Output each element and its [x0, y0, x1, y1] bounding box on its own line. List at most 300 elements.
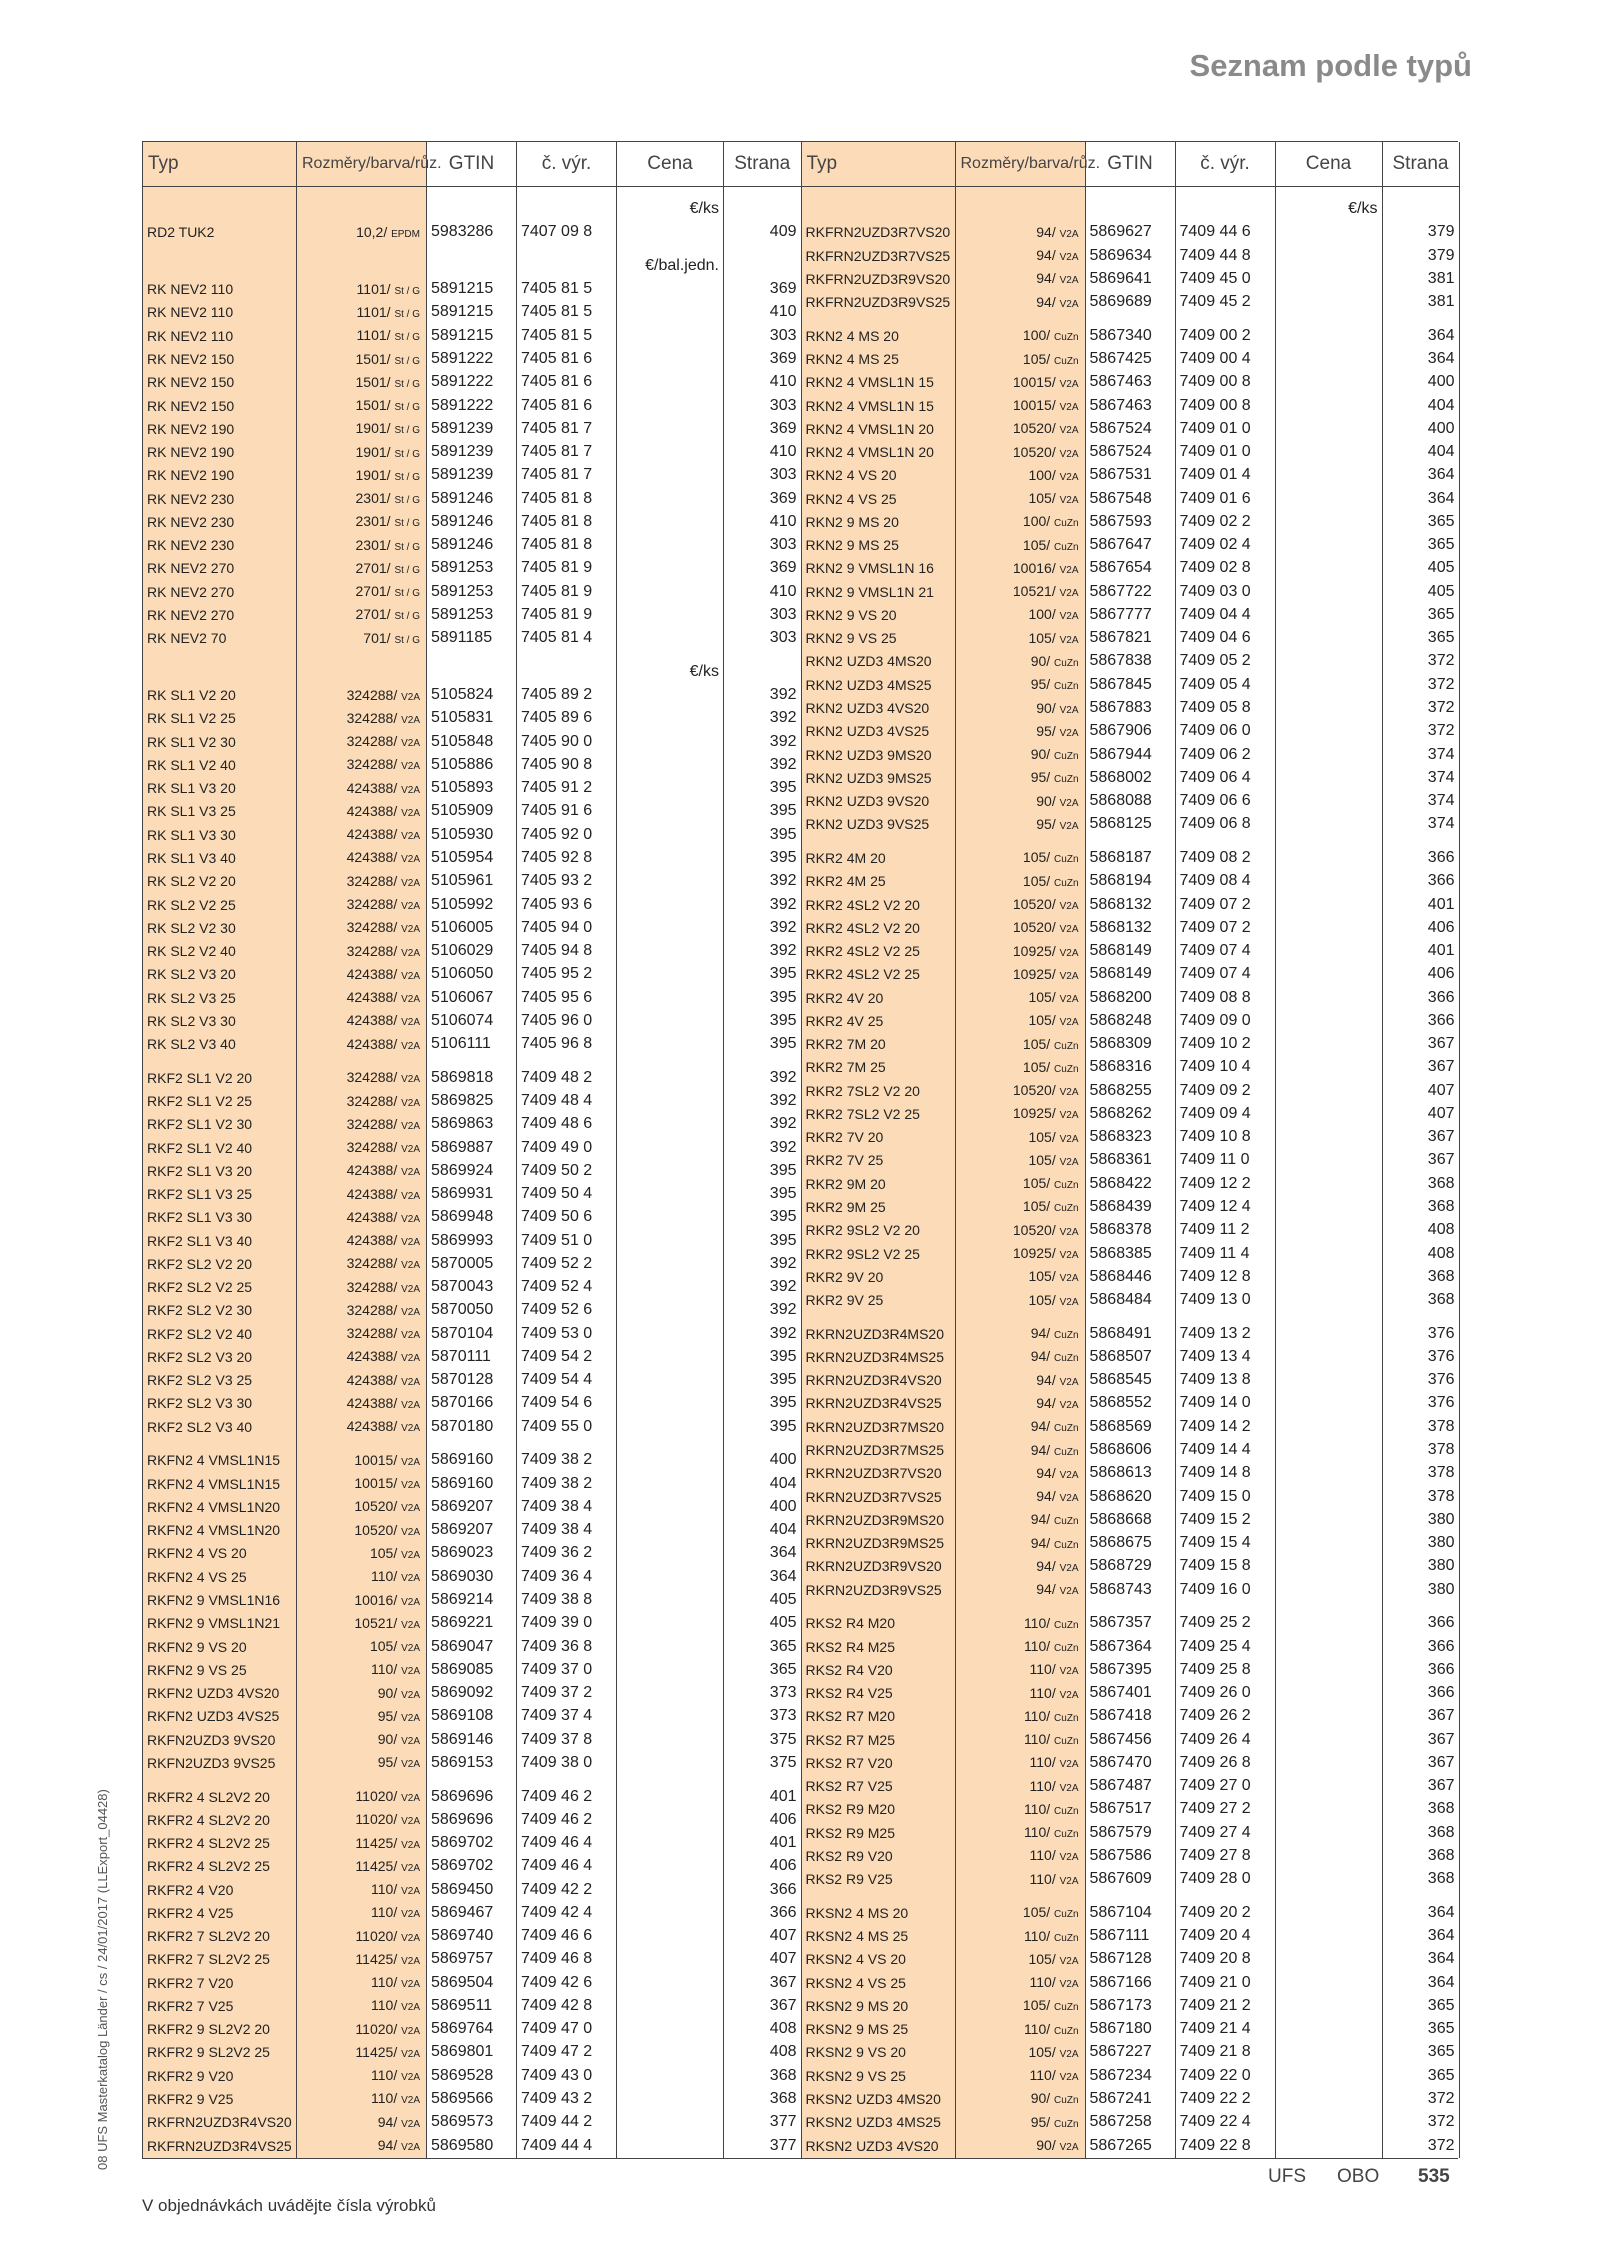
col-header-page: Strana: [1382, 142, 1459, 187]
product-dimension: 424388/ V2A: [297, 823, 427, 846]
material-code: V2A: [401, 1666, 420, 1678]
catalog-page: 364: [769, 1544, 797, 1562]
item-number: 7409 04 6: [1175, 627, 1275, 650]
product-dimension: 94/ V2A: [955, 221, 1085, 244]
dimension-value: 324288: [346, 686, 394, 703]
product-dimension: 110/ V2A: [955, 2064, 1085, 2087]
product-type: RKSN2 9 VS 25: [801, 2064, 955, 2087]
dimension-value: 105: [1028, 629, 1052, 646]
price-unit: [617, 846, 724, 869]
material-code: V2A: [1059, 1852, 1079, 1864]
table-row: [801, 1265, 1459, 1288]
product-dimension: 95/ CuZn: [955, 2111, 1085, 2134]
material-code: V2A: [401, 1283, 420, 1295]
item-number: 7405 81 6: [517, 347, 617, 370]
table-row: [143, 1449, 801, 1472]
dimension-value: 94: [1030, 1325, 1047, 1342]
material-code: V2A: [401, 1689, 420, 1701]
catalog-page: 405: [1427, 582, 1455, 600]
table-row: [801, 1312, 1459, 1322]
material-code: V2A: [1059, 1250, 1079, 1261]
table-row: [801, 1102, 1459, 1125]
item-number: 7405 93 6: [517, 893, 617, 916]
gtin-value: 5106005: [427, 916, 517, 939]
gtin-value: 5867357: [1085, 1612, 1175, 1635]
material-code: CuZn: [1054, 1643, 1079, 1655]
item-number: 7409 43 0: [517, 2064, 617, 2087]
material-code: CuZn: [1054, 518, 1079, 530]
product-dimension: 95/ V2A: [297, 1751, 427, 1774]
price-unit: [1275, 1798, 1382, 1821]
catalog-page: 407: [769, 1927, 797, 1945]
product-type: RKRN2UZD3R4VS25: [801, 1392, 955, 1415]
price-unit: [617, 1392, 724, 1415]
gtin-value: 5867586: [1085, 1844, 1175, 1867]
empty-cell: [1085, 1312, 1175, 1322]
empty-cell: [801, 187, 955, 198]
table-row: [801, 1219, 1459, 1242]
item-number: 7405 81 5: [517, 278, 617, 301]
empty-cell: [297, 197, 427, 220]
product-dimension: 95/ V2A: [297, 1705, 427, 1728]
dimension-value: 94: [1036, 270, 1052, 287]
product-dimension: 94/ CuZn: [955, 1415, 1085, 1438]
dimension-value: 10521: [1012, 583, 1052, 600]
price-unit: [617, 1066, 724, 1089]
gtin-value: 5869573: [427, 2111, 517, 2134]
dimension-value: 424388: [346, 1394, 394, 1411]
dimension-value: 424388: [346, 989, 394, 1006]
catalog-page: 364: [1427, 326, 1455, 344]
table-row: [143, 487, 801, 510]
gtin-value: 5105961: [427, 870, 517, 893]
product-dimension: 424388/ V2A: [297, 777, 427, 800]
product-dimension: 324288/ V2A: [297, 730, 427, 753]
product-type: RKFRN2UZD3R4VS20: [143, 2111, 297, 2134]
product-dimension: 94/ CuZn: [955, 1508, 1085, 1531]
product-type: RK SL1 V3 25: [143, 800, 297, 823]
catalog-page: 376: [1427, 1371, 1455, 1389]
catalog-page: 365: [1427, 536, 1455, 554]
catalog-page: 375: [769, 1730, 797, 1748]
price-unit: [1275, 1681, 1382, 1704]
product-dimension: 94/ V2A: [955, 1462, 1085, 1485]
table-row: [143, 324, 801, 347]
item-number: 7409 37 0: [517, 1658, 617, 1681]
catalog-page: 392: [769, 755, 797, 773]
product-type: RKR2 7V 20: [801, 1126, 955, 1149]
product-type: RKF2 SL2 V3 30: [143, 1392, 297, 1415]
item-number: 7409 38 0: [517, 1751, 617, 1774]
product-type: RKFR2 9 V25: [143, 2087, 297, 2110]
gtin-value: 5869757: [427, 1948, 517, 1971]
product-dimension: 110/ V2A: [955, 1681, 1085, 1704]
material-code: V2A: [1059, 1875, 1079, 1887]
dimension-value: 424388: [346, 1348, 394, 1365]
table-row: [801, 2111, 1459, 2134]
product-type: RKN2 UZD3 9MS20: [801, 743, 955, 766]
item-number: 7405 95 2: [517, 963, 617, 986]
item-number: 7409 14 2: [1175, 1415, 1275, 1438]
product-type: RKSN2 UZD3 4MS25: [801, 2111, 955, 2134]
material-code: V2A: [1059, 1226, 1079, 1238]
empty-cell: [801, 1891, 955, 1901]
product-dimension: 110/ CuZn: [955, 1728, 1085, 1751]
product-type: RKN2 4 MS 20: [801, 324, 955, 347]
price-unit: [617, 324, 724, 347]
product-dimension: 10925/ V2A: [955, 963, 1085, 986]
gtin-value: 5867906: [1085, 720, 1175, 743]
product-dimension: 10925/ V2A: [955, 939, 1085, 962]
price-unit: [1275, 650, 1382, 673]
gtin-value: 5867258: [1085, 2111, 1175, 2134]
catalog-page: 372: [1427, 2136, 1455, 2154]
dimension-value: 424388: [346, 1035, 394, 1052]
product-dimension: 94/ V2A: [297, 2134, 427, 2158]
product-type: RK NEV2 190: [143, 417, 297, 440]
material-code: CuZn: [1054, 2118, 1079, 2130]
col-header-price: Cena: [617, 142, 724, 187]
catalog-page: 375: [769, 1753, 797, 1771]
item-number: 7409 21 0: [1175, 1971, 1275, 1994]
gtin-value: 5868668: [1085, 1508, 1175, 1531]
table-row: [143, 1948, 801, 1971]
price-unit: [617, 823, 724, 846]
price-unit: [1275, 2134, 1382, 2158]
gtin-value: 5867173: [1085, 1994, 1175, 2017]
product-type: RK SL1 V3 20: [143, 777, 297, 800]
product-type: RKFRN2UZD3R7VS20: [801, 221, 955, 244]
product-type: RKSN2 9 MS 25: [801, 2018, 955, 2041]
empty-cell: [955, 836, 1085, 846]
dimension-value: 105: [1022, 1175, 1047, 1192]
empty-cell: [1085, 1891, 1175, 1901]
table-row: [801, 1994, 1459, 2017]
item-number: 7405 81 9: [517, 557, 617, 580]
price-unit: [617, 2111, 724, 2134]
material-code: CuZn: [1054, 1330, 1079, 1342]
price-unit: [617, 1971, 724, 1994]
product-dimension: 110/ V2A: [297, 2087, 427, 2110]
gtin-value: 5869863: [427, 1113, 517, 1136]
material-code: V2A: [401, 1213, 420, 1225]
dimension-value: 94: [1036, 1371, 1052, 1388]
catalog-page: 367: [1427, 1730, 1455, 1748]
dimension-value: 110: [370, 1997, 394, 2014]
product-dimension: 110/ CuZn: [955, 1924, 1085, 1947]
product-type: RKR2 4SL2 V2 25: [801, 963, 955, 986]
table-row: [143, 730, 801, 753]
product-type: RKF2 SL1 V2 25: [143, 1089, 297, 1112]
gtin-value: 5870104: [427, 1322, 517, 1345]
brand-ufs: UFS: [1268, 2166, 1306, 2187]
table-row: [143, 1369, 801, 1392]
price-unit: [1275, 1032, 1382, 1055]
gtin-value: 5867364: [1085, 1635, 1175, 1658]
gtin-value: 5867531: [1085, 464, 1175, 487]
item-number: 7405 81 5: [517, 324, 617, 347]
table-row: [801, 846, 1459, 869]
price-unit: [1275, 1265, 1382, 1288]
price-unit: [617, 2018, 724, 2041]
material-code: V2A: [401, 1596, 420, 1608]
empty-cell: [143, 244, 297, 254]
gtin-value: 5867470: [1085, 1751, 1175, 1774]
item-number: 7409 42 8: [517, 1994, 617, 2017]
catalog-page: 377: [769, 2136, 797, 2154]
product-type: RK SL2 V2 20: [143, 870, 297, 893]
table-row: [143, 1056, 801, 1066]
material-code: St / G: [394, 332, 420, 344]
gtin-value: 5869627: [1085, 221, 1175, 244]
table-row: [143, 1728, 801, 1751]
table-row: [801, 870, 1459, 893]
material-code: V2A: [401, 1167, 420, 1179]
material-code: V2A: [1059, 820, 1079, 832]
product-type: RK NEV2 110: [143, 301, 297, 324]
table-row: [143, 916, 801, 939]
gtin-value: 5868729: [1085, 1555, 1175, 1578]
product-type: RKFN2 9 VS 20: [143, 1635, 297, 1658]
product-type: RKRN2UZD3R9VS25: [801, 1578, 955, 1601]
material-code: V2A: [1059, 495, 1079, 507]
product-type: RKR2 9M 20: [801, 1172, 955, 1195]
item-number: 7409 39 0: [517, 1612, 617, 1635]
table-row: [801, 1415, 1459, 1438]
catalog-page: 404: [769, 1521, 797, 1539]
item-number: 7409 38 8: [517, 1588, 617, 1611]
catalog-page: 366: [1427, 872, 1455, 890]
gtin-value: 5868378: [1085, 1219, 1175, 1242]
dimension-value: 110: [370, 1974, 394, 1991]
product-type: RKFR2 4 SL2V2 25: [143, 1831, 297, 1854]
gtin-value: 5891239: [427, 440, 517, 463]
product-dimension: 105/ CuZn: [955, 1056, 1085, 1079]
dimension-value: 105: [1022, 849, 1047, 866]
gtin-value: 5867456: [1085, 1728, 1175, 1751]
table-row: [801, 1705, 1459, 1728]
material-code: CuZn: [1054, 751, 1079, 763]
gtin-value: 5868439: [1085, 1195, 1175, 1218]
table-row: [143, 893, 801, 916]
price-unit: [1275, 1149, 1382, 1172]
dimension-value: 424388: [346, 1162, 394, 1179]
material-code: V2A: [401, 2095, 420, 2107]
material-code: CuZn: [1054, 1516, 1079, 1528]
catalog-page: 392: [769, 942, 797, 960]
price-unit: [1275, 743, 1382, 766]
item-number: 7409 10 4: [1175, 1056, 1275, 1079]
product-dimension: 2701/ St / G: [297, 580, 427, 603]
material-code: St / G: [394, 448, 420, 460]
item-number: 7409 15 2: [1175, 1508, 1275, 1531]
material-code: V2A: [401, 1353, 420, 1365]
table-row: [801, 417, 1459, 440]
catalog-page: 395: [769, 1371, 797, 1389]
dimension-value: 110: [1023, 1800, 1047, 1817]
item-number: 7409 46 2: [517, 1785, 617, 1808]
item-number: 7409 42 6: [517, 1971, 617, 1994]
product-dimension: 324288/ V2A: [297, 1136, 427, 1159]
catalog-page: 366: [769, 1880, 797, 1898]
dimension-value: 2301: [355, 513, 387, 530]
material-code: V2A: [1059, 797, 1079, 809]
item-number: 7409 36 2: [517, 1542, 617, 1565]
catalog-page: 366: [769, 1903, 797, 1921]
material-code: V2A: [1059, 1156, 1079, 1168]
table-row: [801, 1009, 1459, 1032]
price-unit: [617, 394, 724, 417]
material-code: V2A: [1059, 1273, 1079, 1285]
price-unit: [617, 1924, 724, 1947]
item-number: 7409 48 2: [517, 1066, 617, 1089]
gtin-value: 5869702: [427, 1855, 517, 1878]
table-row: [143, 1415, 801, 1438]
product-dimension: 10015/ V2A: [955, 394, 1085, 417]
table-row: [801, 1601, 1459, 1611]
material-code: CuZn: [1054, 355, 1079, 367]
gtin-value: 5870050: [427, 1299, 517, 1322]
product-type: RKFN2 UZD3 4VS20: [143, 1681, 297, 1704]
material-code: V2A: [401, 2025, 420, 2037]
price-unit: [1275, 464, 1382, 487]
table-row: [143, 1206, 801, 1229]
gtin-value: 5869887: [427, 1136, 517, 1159]
gtin-value: 5106074: [427, 1009, 517, 1032]
price-unit: [1275, 1635, 1382, 1658]
gtin-value: 5105848: [427, 730, 517, 753]
catalog-page: 368: [1427, 1174, 1455, 1192]
dimension-value: 105: [1022, 536, 1047, 553]
gtin-value: 5867227: [1085, 2041, 1175, 2064]
table-row: [801, 1438, 1459, 1461]
product-dimension: 90/ V2A: [297, 1681, 427, 1704]
product-dimension: 324288/ V2A: [297, 707, 427, 730]
catalog-page: 368: [1427, 1870, 1455, 1888]
product-dimension: 10,2/ EPDM: [297, 221, 427, 244]
item-number: 7405 89 6: [517, 707, 617, 730]
product-dimension: 11425/ V2A: [297, 1948, 427, 1971]
table-row: [143, 660, 801, 683]
product-type: RKR2 4M 20: [801, 846, 955, 869]
price-unit: [1275, 986, 1382, 1009]
gtin-value: 5891215: [427, 301, 517, 324]
gtin-value: 5870180: [427, 1415, 517, 1438]
material-code: St / G: [394, 611, 420, 623]
catalog-page: 392: [769, 1324, 797, 1342]
material-code: V2A: [401, 1932, 420, 1944]
gtin-value: 5868446: [1085, 1265, 1175, 1288]
col-header-price: Cena: [1275, 142, 1382, 187]
material-code: CuZn: [1054, 1712, 1079, 1724]
material-code: V2A: [1059, 252, 1079, 264]
table-row: [143, 846, 801, 869]
table-row: [143, 1009, 801, 1032]
catalog-page: 369: [769, 280, 797, 298]
table-row: [801, 789, 1459, 812]
product-type: RKR2 4SL2 V2 20: [801, 893, 955, 916]
gtin-value: 5868569: [1085, 1415, 1175, 1438]
material-code: V2A: [401, 1120, 420, 1132]
product-dimension: 100/ V2A: [955, 464, 1085, 487]
material-code: V2A: [401, 1074, 420, 1086]
product-dimension: 324288/ V2A: [297, 1113, 427, 1136]
dimension-value: 324288: [346, 1301, 394, 1318]
product-dimension: 110/ V2A: [955, 1751, 1085, 1774]
gtin-value: 5867524: [1085, 417, 1175, 440]
dimension-value: 110: [1023, 1707, 1047, 1724]
product-dimension: 424388/ V2A: [297, 1206, 427, 1229]
price-unit: [1275, 1195, 1382, 1218]
product-type: RKF2 SL2 V2 30: [143, 1299, 297, 1322]
item-number: 7409 22 8: [1175, 2134, 1275, 2158]
dimension-value: 10015: [1012, 373, 1052, 390]
product-dimension: 110/ V2A: [297, 1971, 427, 1994]
empty-cell: [1175, 197, 1275, 220]
product-dimension: 10015/ V2A: [297, 1472, 427, 1495]
dimension-value: 11425: [355, 1857, 394, 1874]
dimension-value: 110: [1023, 1824, 1047, 1841]
dimension-value: 424388: [346, 965, 394, 982]
footer-note: V objednávkách uvádějte čísla výrobků: [142, 2196, 436, 2215]
product-dimension: 324288/ V2A: [297, 1089, 427, 1112]
product-type: RKFN2 4 VMSL1N20: [143, 1495, 297, 1518]
dimension-value: 10520: [1012, 1221, 1052, 1238]
price-unit: [617, 510, 724, 533]
dimension-value: 10520: [1012, 896, 1052, 913]
catalog-page: 368: [1427, 1267, 1455, 1285]
gtin-value: 5869948: [427, 1206, 517, 1229]
item-number: 7405 94 0: [517, 916, 617, 939]
table-row: [801, 440, 1459, 463]
price-unit: [1275, 347, 1382, 370]
gtin-value: 5891239: [427, 464, 517, 487]
item-number: 7405 90 0: [517, 730, 617, 753]
table-row: [801, 314, 1459, 324]
product-dimension: 105/ CuZn: [955, 870, 1085, 893]
product-type: RKF2 SL2 V3 20: [143, 1345, 297, 1368]
dimension-value: 10925: [1012, 1105, 1052, 1122]
price-unit: [617, 417, 724, 440]
product-type: RKR2 4SL2 V2 20: [801, 916, 955, 939]
item-number: 7409 20 2: [1175, 1901, 1275, 1924]
gtin-value: 5869825: [427, 1089, 517, 1112]
material-code: CuZn: [1054, 1423, 1079, 1435]
product-type: RKF2 SL1 V2 20: [143, 1066, 297, 1089]
empty-cell: [143, 660, 297, 683]
dimension-value: 110: [1023, 1927, 1047, 1944]
material-code: V2A: [401, 1040, 420, 1052]
catalog-page: 405: [769, 1591, 797, 1608]
catalog-page: 372: [1427, 699, 1455, 716]
gtin-value: 5867128: [1085, 1948, 1175, 1971]
item-number: 7409 28 0: [1175, 1868, 1275, 1891]
table-row: [143, 1252, 801, 1275]
empty-cell: [1382, 836, 1459, 846]
table-row: [143, 1089, 801, 1112]
product-dimension: 105/ CuZn: [955, 1901, 1085, 1924]
product-type: RKFN2 4 VS 25: [143, 1565, 297, 1588]
material-code: CuZn: [1054, 1829, 1079, 1841]
empty-cell: [724, 660, 801, 683]
dimension-value: 1501: [355, 373, 387, 390]
item-number: 7409 53 0: [517, 1322, 617, 1345]
material-code: V2A: [401, 1759, 420, 1771]
product-type: RK NEV2 270: [143, 603, 297, 626]
table-row: [801, 813, 1459, 836]
gtin-value: 5869696: [427, 1785, 517, 1808]
price-unit: [1275, 1345, 1382, 1368]
